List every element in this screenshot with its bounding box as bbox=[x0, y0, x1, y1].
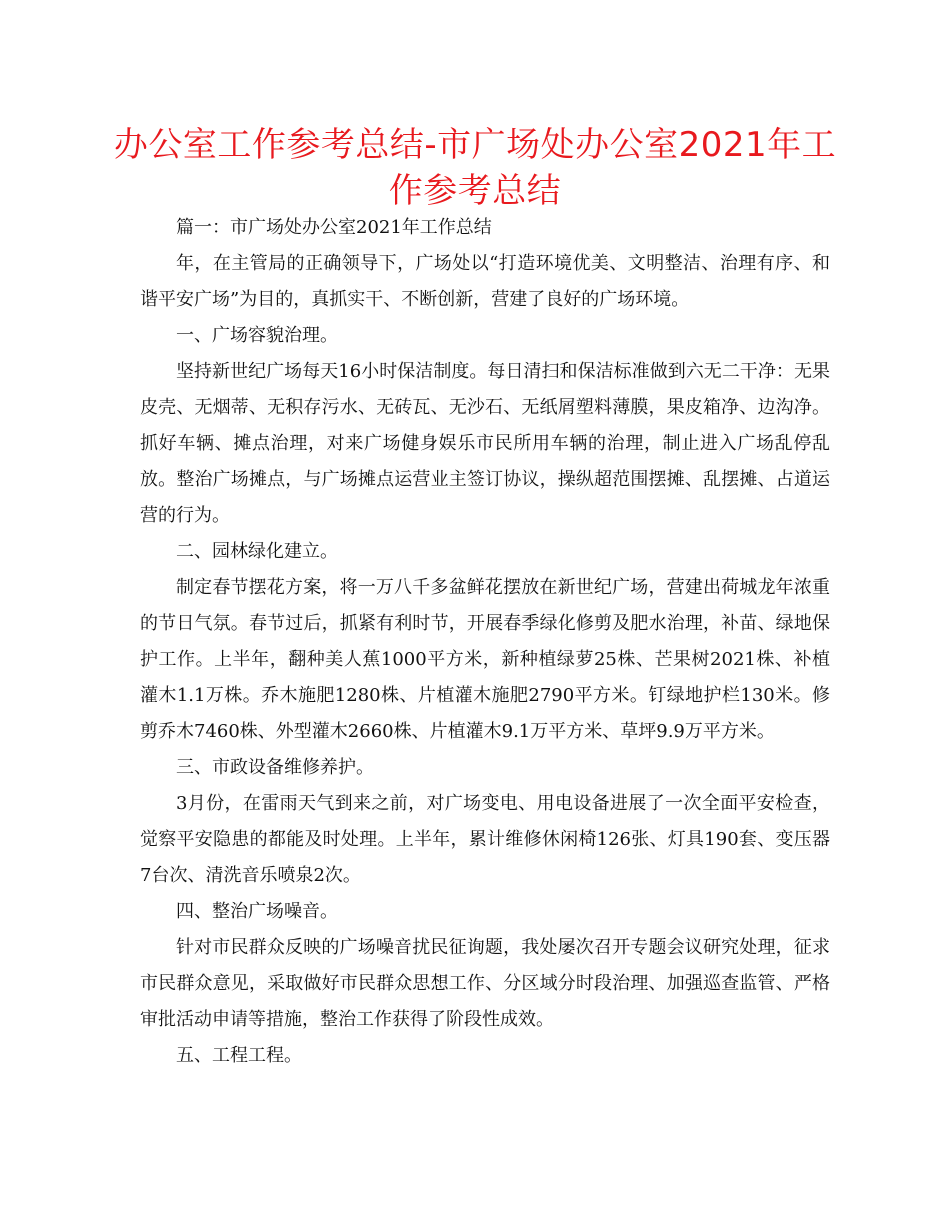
paragraph: 制定春节摆花方案，将一万八千多盆鲜花摆放在新世纪广场，营建出荷城龙年浓重的节日气氛。春节过后，抓紧有利时节，开展春季绿化修剪及肥水治理，补苗、绿地保护工作。上半年，翻种美人蕉1000平方米，新种植绿萝25株、芒果树2021株、补植灌木1.1万株。乔木施肥1280株、片植灌木施肥2790平方米。钉绿地护栏130米。修剪乔木7460株、外型灌木2660株、片植灌木9.1万平方米、草坪9.9万平方米。 bbox=[140, 577, 830, 742]
paragraph: 针对市民群众反映的广场噪音扰民征询题，我处屡次召开专题会议研究处理，征求市民群众意见，采取做好市民群众思想工作、分区域分时段治理、加强巡查监管、严格审批活动申请等措施，整治工作获得了阶段性成效。 bbox=[140, 937, 830, 1030]
section-heading: 篇一：市广场处办公室2021年工作总结 bbox=[176, 217, 492, 238]
document-title: 办公室工作参考总结-市广场处办公室2021年工作参考总结 bbox=[113, 125, 837, 211]
section-heading: 三、市政设备维修养护。 bbox=[176, 757, 374, 778]
document-body bbox=[140, 210, 830, 1074]
section-heading: 二、园林绿化建立。 bbox=[176, 541, 338, 562]
section-heading: 一、广场容貌治理。 bbox=[176, 325, 338, 346]
section-heading: 五、工程工程。 bbox=[176, 1045, 302, 1066]
paragraph: 3月份，在雷雨天气到来之前，对广场变电、用电设备进展了一次全面平安检查，觉察平安隐患的都能及时处理。上半年，累计维修休闲椅126张、灯具190套、变压器7台次、清洗音乐喷泉2次。 bbox=[140, 793, 830, 886]
section-heading: 四、整治广场噪音。 bbox=[176, 901, 338, 922]
paragraph: 坚持新世纪广场每天16小时保洁制度。每日清扫和保洁标准做到六无二干净：无果皮壳、无烟蒂、无积存污水、无砖瓦、无沙石、无纸屑塑料薄膜，果皮箱净、边沟净。抓好车辆、摊点治理，对来广场健身娱乐市民所用车辆的治理，制止进入广场乱停乱放。整治广场摊点，与广场摊点运营业主签订协议，操纵超范围摆摊、乱摆摊、占道运营的行为。 bbox=[140, 361, 830, 526]
paragraph: 年，在主管局的正确领导下，广场处以“打造环境优美、文明整洁、治理有序、和谐平安广场”为目的，真抓实干、不断创新，营建了良好的广场环境。 bbox=[140, 253, 830, 310]
